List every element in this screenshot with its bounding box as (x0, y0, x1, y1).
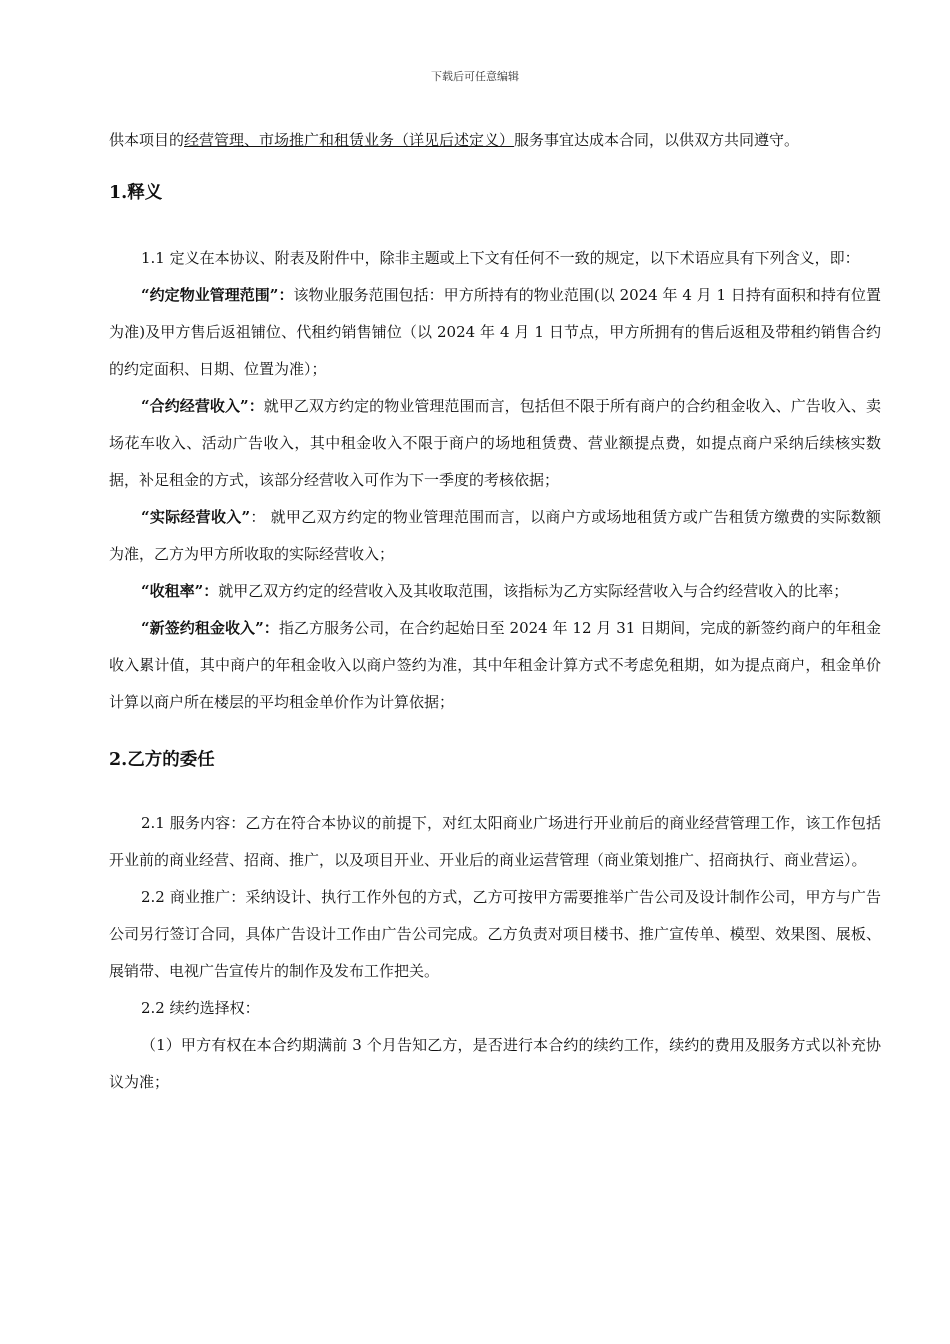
definition-text: 指乙方服务公司，在合约起始日至 2024 年 12 月 31 日期间，完成的新签约商户的年租金收入累计值，其中商户的年租金收入以商户签约为准，其中年租金计算方式不考虑免租期，如为提点商户，租金单价计算以商户所在楼层的平均租金单价作为计算依据； (109, 619, 881, 711)
definition-item (109, 277, 881, 388)
intro-paragraph (109, 122, 881, 159)
intro-post: 服务事宜达成本合同，以供双方共同遵守。 (514, 131, 800, 149)
document-body (109, 122, 881, 1101)
definition-item (109, 499, 881, 573)
definition-text: ： 就甲乙双方约定的物业管理范围而言，以商户方或场地租赁方或广告租赁方缴费的实际数额为准，乙方为甲方所收取的实际经营收入； (109, 508, 881, 563)
definition-term: “约定物业管理范围”： (141, 286, 294, 304)
clause-2-1: 2.1 服务内容：乙方在符合本协议的前提下，对红太阳商业广场进行开业前后的商业经营管理工作，该工作包括开业前的商业经营、招商、推广，以及项目开业、开业后的商业运营管理（商业策划推广、招商执行、商业营运）。 (109, 814, 881, 869)
definition-term: “合约经营收入”： (141, 397, 264, 415)
definition-item (109, 573, 881, 610)
definition-text: 该物业服务范围包括：甲方所持有的物业范围(以 2024 年 4 月 1 日持有面积和持有位置为准)及甲方售后返祖铺位、代租约销售铺位（以 2024 年 4 月 1 日节点，甲方所拥有的售后返租及带租约销售合约的约定面积、日期、位置为准）； (109, 286, 881, 378)
definition-text: 就甲乙双方约定的物业管理范围而言，包括但不限于所有商户的合约租金收入、广告收入、卖场花车收入、活动广告收入，其中租金收入不限于商户的场地租赁费、营业额提点费，如提点商户采纳后续核实数据，补足租金的方式，该部分经营收入可作为下一季度的考核依据； (109, 397, 881, 489)
section-heading-2: 2.乙方的委任 (109, 750, 215, 770)
definition-text: 就甲乙双方约定的经营收入及其收取范围，该指标为乙方实际经营收入与合约经营收入的比率； (218, 582, 849, 600)
definition-item (109, 388, 881, 499)
clause-1-1: 1.1 定义在本协议、附表及附件中，除非主题或上下文有任何不一致的规定，以下术语应具有下列含义，即： (141, 249, 860, 267)
definition-term: “新签约租金收入”： (141, 619, 279, 637)
definition-term: “实际经营收入” (141, 508, 251, 526)
definition-item (109, 610, 881, 721)
clause-2-2-renewal: 2.2 续约选择权： (141, 999, 260, 1017)
intro-pre: 供本项目的 (109, 131, 185, 149)
section-heading-1: 1.释义 (109, 183, 163, 203)
clause-2-2-item-1: （1）甲方有权在本合约期满前 3 个月告知乙方，是否进行本合约的续约工作，续约的费用及服务方式以补充协议为准； (109, 1036, 881, 1091)
intro-underlined: 经营管理、市场推广和租赁业务（详见后述定义） (184, 131, 515, 149)
definition-term: “收租率”： (141, 582, 219, 600)
page-header: 下载后可任意编辑 (431, 70, 519, 83)
clause-2-2: 2.2 商业推广：采纳设计、执行工作外包的方式，乙方可按甲方需要推举广告公司及设计制作公司，甲方与广告公司另行签订合同，具体广告设计工作由广告公司完成。乙方负责对项目楼书、推广宣传单、模型、效果图、展板、展销带、电视广告宣传片的制作及发布工作把关。 (109, 888, 881, 980)
